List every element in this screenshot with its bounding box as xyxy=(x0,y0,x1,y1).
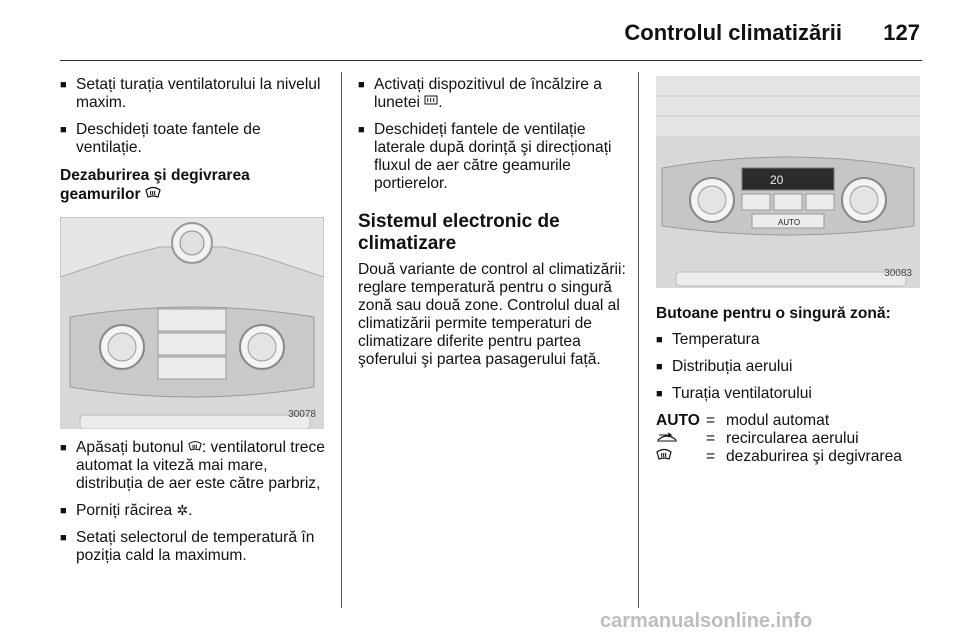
climate-panel-illustration xyxy=(60,217,324,429)
section-title: Sistemul electronic de climatizare xyxy=(358,211,560,254)
bullet-text: Activați dispozitivul de încălzire a lunetei xyxy=(374,76,602,111)
list-item xyxy=(60,439,330,493)
snowflake-icon: ✲ xyxy=(176,503,189,519)
page-number: 127 xyxy=(883,20,920,45)
list-item: ■ Turația ventilatorului xyxy=(656,385,924,403)
figure-label: 30083 xyxy=(884,268,912,279)
column-3 xyxy=(656,76,924,466)
column-divider-1 xyxy=(341,72,342,608)
section-subhead xyxy=(60,166,330,205)
bullet-text: : ventilatorul trece automat la viteză mai mare, distribuția de aer este către parbriz, xyxy=(76,439,325,492)
header-rule xyxy=(60,60,922,61)
climate-control-figure xyxy=(656,76,920,288)
windshield-defrost-icon xyxy=(145,187,161,203)
legend-value: modul automat xyxy=(726,412,830,429)
list-item: ■ Deschideți fantele de ventilație laterale după dorință şi direcționați fluxul de aer către geamurile portierelor. xyxy=(358,121,626,193)
recirculation-icon xyxy=(656,430,706,448)
column-2 xyxy=(358,76,626,379)
climate-control-illustration xyxy=(656,76,920,288)
list-item: ■ Setați selectorul de temperatură în poziția cald la maximum. xyxy=(60,529,330,565)
column-divider-2 xyxy=(638,72,639,608)
list-item: ■ Porniți răcirea ✲. xyxy=(60,502,330,520)
legend-value: dezaburirea şi degivrarea xyxy=(726,448,902,465)
legend-eq: = xyxy=(706,412,716,429)
list-item: ■ Distribuția aerului xyxy=(656,358,924,376)
list-item: ■ Deschideți toate fantele de ventilație. xyxy=(60,121,330,157)
subhead-text: Dezaburirea şi degivrarea geamurilor xyxy=(60,167,250,203)
bullet-text: Apăsați butonul xyxy=(76,439,188,456)
legend-row xyxy=(656,430,924,448)
watermark: carmanualsonline.info xyxy=(600,610,813,632)
climate-panel-figure xyxy=(60,217,324,429)
section-subhead: Butoane pentru o singură zonă: xyxy=(656,305,891,322)
list-item: ■ Setați turația ventilatorului la nivelul maxim. xyxy=(60,76,330,112)
figure-label: 30078 xyxy=(288,409,316,420)
legend-key: AUTO xyxy=(656,412,700,429)
list-item: ■ Activați dispozitivul de încălzire a lunetei . xyxy=(358,76,626,112)
rear-window-heat-icon xyxy=(424,95,438,111)
page-title: Controlul climatizării xyxy=(624,20,842,45)
legend-row xyxy=(656,412,924,430)
list-item: ■ Temperatura xyxy=(656,331,924,349)
page-header xyxy=(60,18,922,58)
legend-row xyxy=(656,448,924,466)
legend-value: recircularea aerului xyxy=(726,430,859,447)
display-temperature: 20 xyxy=(770,173,784,187)
legend-table xyxy=(656,412,924,466)
auto-button-label: AUTO xyxy=(778,218,801,227)
windshield-defrost-icon xyxy=(188,440,202,456)
windshield-defrost-icon xyxy=(656,448,706,466)
legend-eq: = xyxy=(706,448,716,465)
legend-eq: = xyxy=(706,430,716,447)
bullet-text: Porniți răcirea xyxy=(76,502,177,519)
paragraph: Două variante de control al climatizării: reglare temperatură pentru o singură zonă sau două zone. Controlul dual al climatizării permite temperaturi de climatizare diferite pentru partea şoferului şi partea pasagerului față. xyxy=(358,261,626,368)
column-1 xyxy=(60,76,330,574)
